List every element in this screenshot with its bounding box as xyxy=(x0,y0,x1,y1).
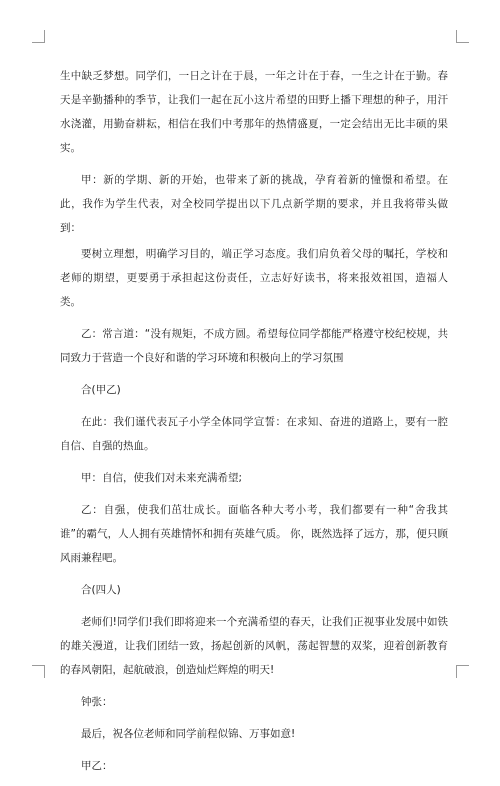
paragraph-3: 要树立理想，明确学习目的，端正学习态度。我们肩负着父母的嘱托，学校和老师的期望，更要勇于承担起这份责任，立志好好读书，将来报效祖国，造福人类。 xyxy=(60,248,448,308)
paragraph-12: 最后，祝各位老师和同学前程似锦、万事如意! xyxy=(81,728,296,740)
paragraph-6: 在此：我们谨代表瓦子小学全体同学宣誓：在求知、奋进的道路上，要有一腔自信、自强的热血。 xyxy=(60,416,448,452)
paragraph-2: 甲：新的学期、新的开始，也带来了新的挑战，孕育着新的憧憬和希望。在此，我作为学生代表，对全校同学提出以下几点新学期的要求，并且我将带头做到： xyxy=(60,174,448,234)
document-body xyxy=(60,64,448,786)
paragraph-1: 生中缺乏梦想。同学们，一日之计在于晨，一年之计在于春，一生之计在于勤。春天是辛勤播种的季节，让我们一起在瓦小这片希望的田野上播下理想的种子，用汗水浇灌，用勤奋耕耘，相信在我们中考那年的热情盛夏，一定会结出无比丰硕的果实。 xyxy=(60,70,448,154)
paragraph-9: 合(四人) xyxy=(81,584,121,596)
paragraph-10: 老师们!同学们!我们即将迎来一个充满希望的春天，让我们正视事业发展中如铁的雄关漫道，让我们团结一致，扬起创新的风帆，荡起智慧的双桨，迎着创新教育的春风朝阳，起航破浪，创造灿烂辉煌的明天! xyxy=(60,616,448,676)
crop-mark-top-right xyxy=(456,30,469,43)
crop-mark-bottom-left xyxy=(32,665,45,678)
paragraph-8: 乙：自强，使我们茁壮成长。面临各种大考小考，我们都要有一种“舍我其谁”的霸气，人人拥有英雄情怀和拥有英雄气质。 你，既然选择了远方，那，便只顾风雨兼程吧。 xyxy=(60,504,448,564)
paragraph-5: 合(甲乙) xyxy=(81,384,121,396)
crop-mark-top-left xyxy=(32,30,45,43)
paragraph-7: 甲：自信，使我们对未来充满希望; xyxy=(81,472,243,484)
crop-mark-bottom-right xyxy=(456,665,469,678)
paragraph-13: 甲乙： xyxy=(81,760,113,772)
paragraph-11: 钟张： xyxy=(81,696,113,708)
paragraph-4: 乙：常言道：“没有规矩，不成方圆。希望每位同学都能严格遵守校纪校规，共同致力于营造一个良好和谐的学习环境和积极向上的学习氛围 xyxy=(60,328,448,364)
